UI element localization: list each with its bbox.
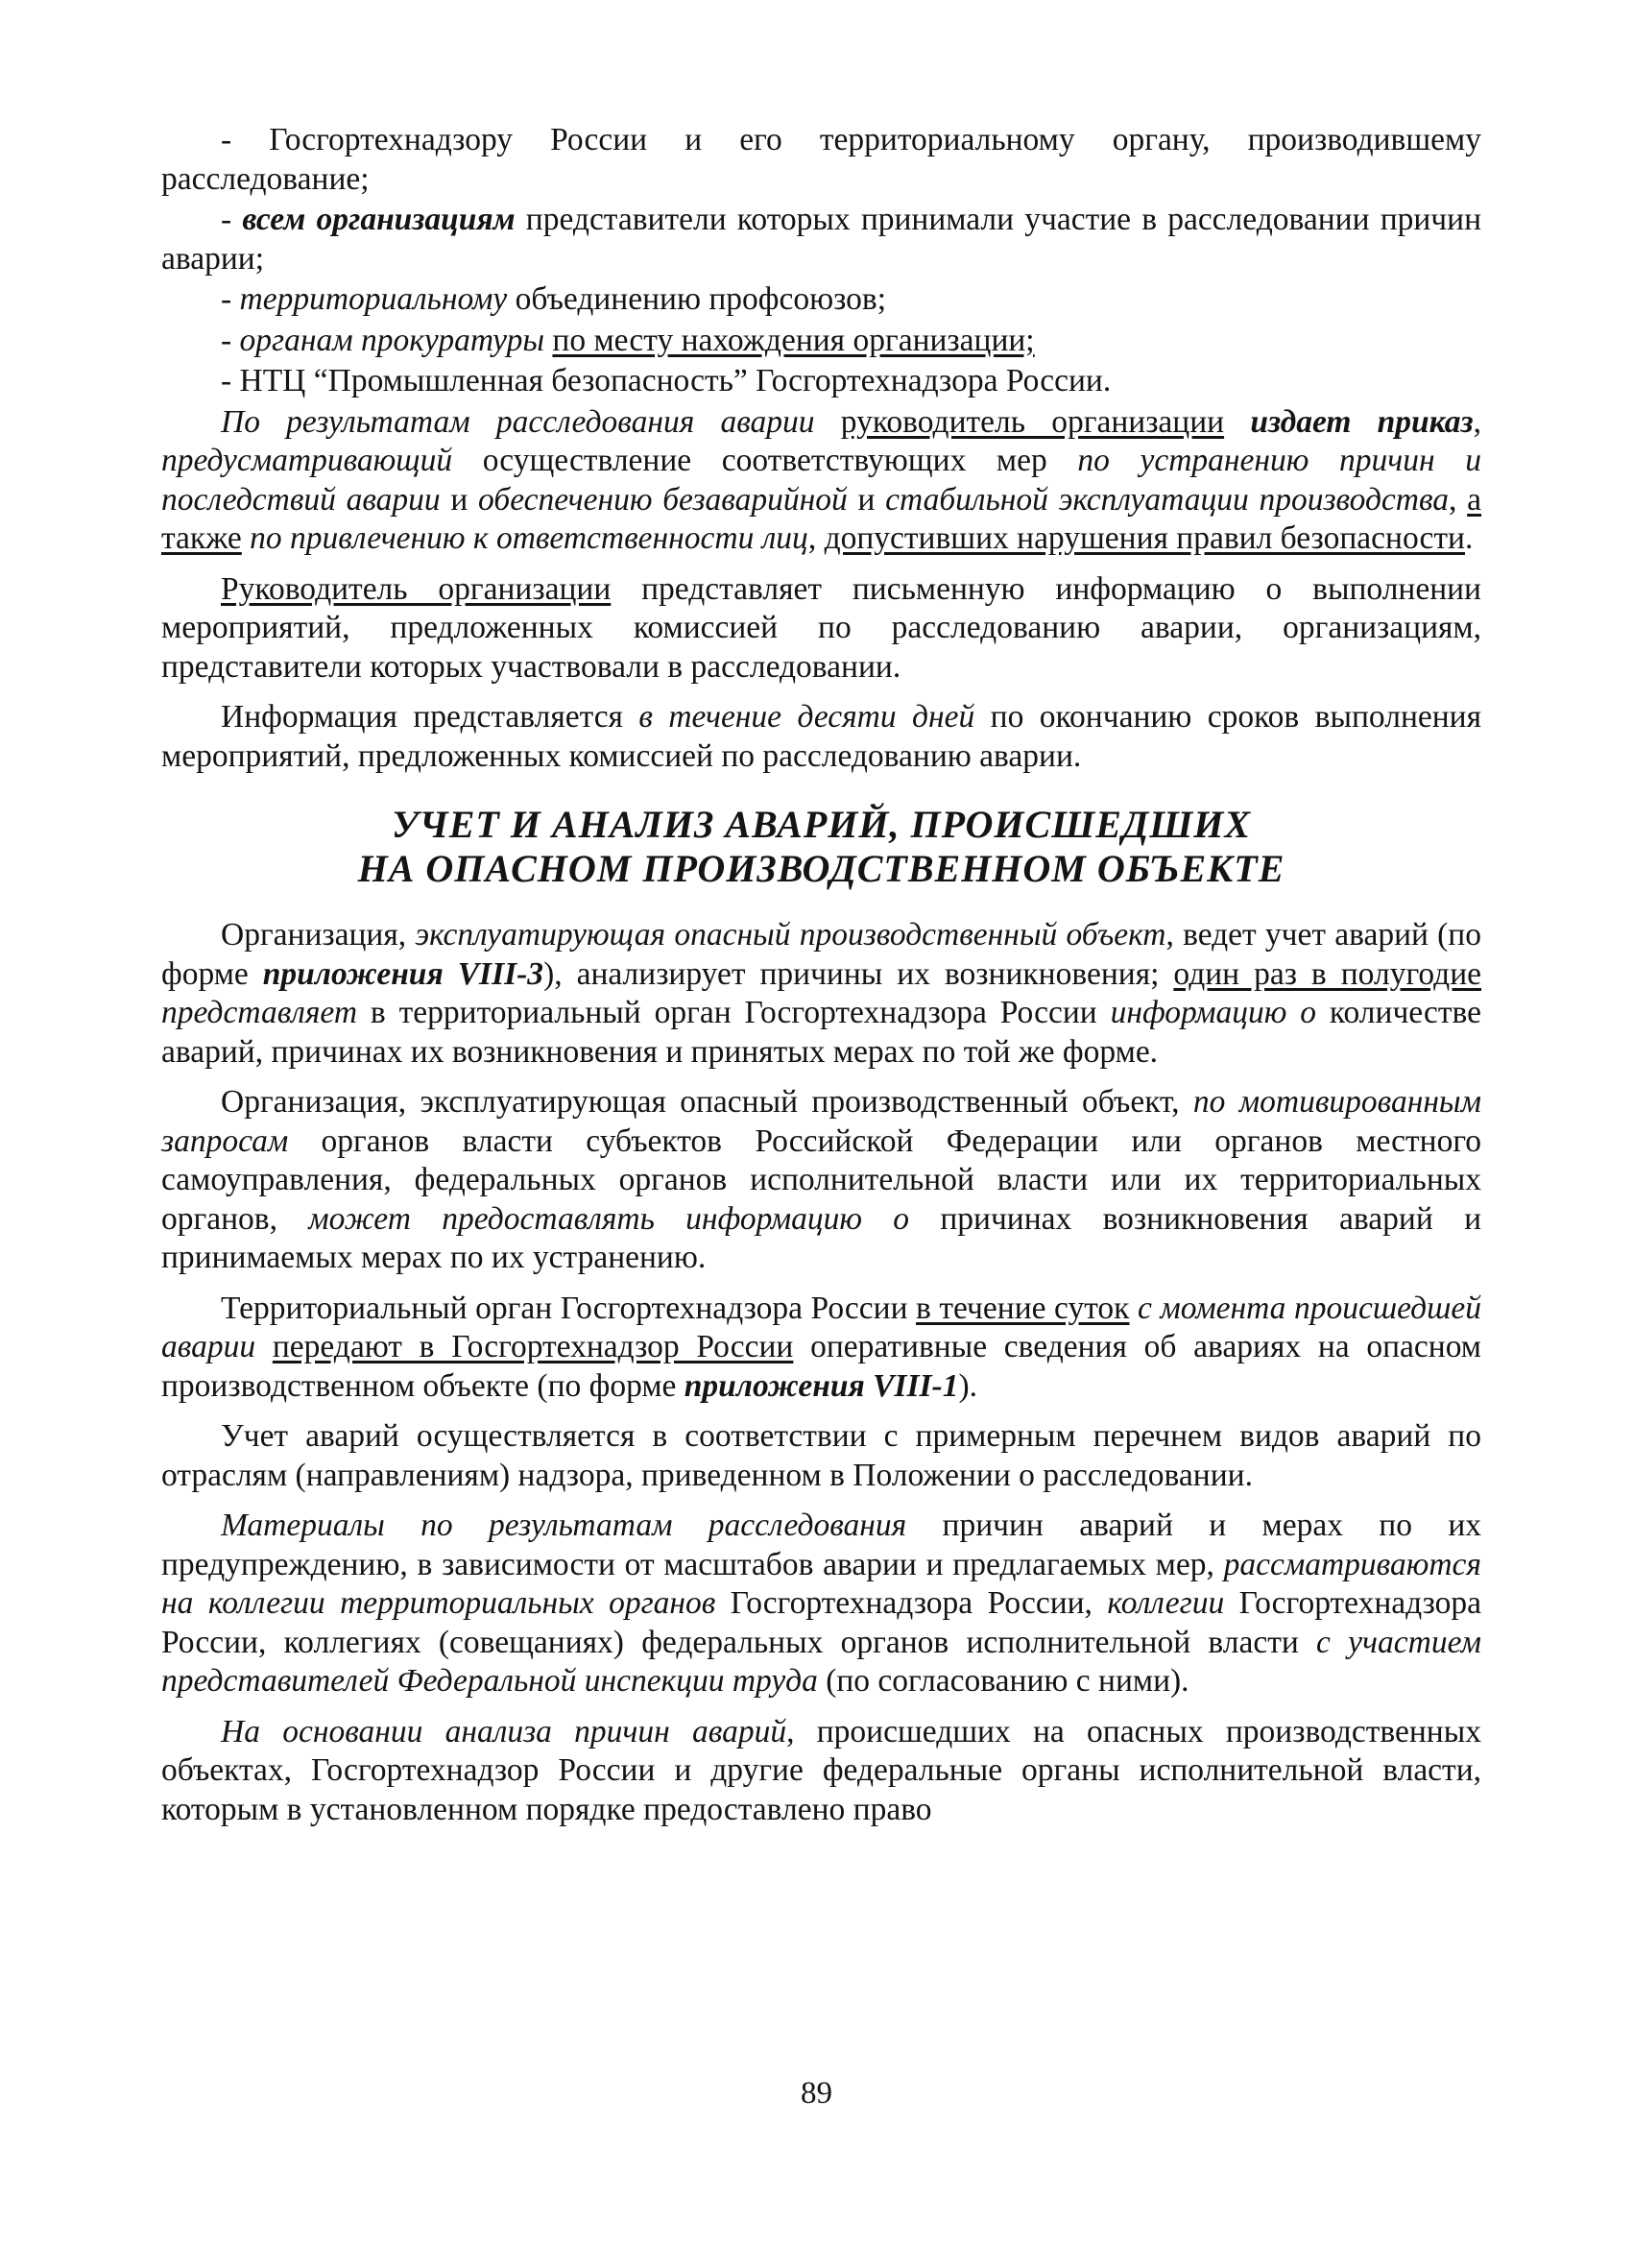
emphasized-text: По результатам расследования аварии [221,403,815,440]
text-run: Госгортехнадзора России, [715,1585,1108,1621]
emphasized-text: с участием представителей Федеральной инспекции труда [161,1624,1481,1699]
emphasized-text: коллегии [1107,1585,1225,1621]
emphasized-text: предусматривающий [161,443,453,478]
text-run: объединению профсоюзов; [507,281,887,317]
text-run: количестве аварий, причинах их возникновения и принятых мерах по той же форме. [161,995,1481,1070]
recipient-item [161,280,1481,320]
underlined-text: по месту нахождения организации; [552,322,1035,358]
text-run: оперативные сведения об авариях на опасном производственном объекте (по форме [161,1329,1482,1404]
emphasized-text: эксплуатирующая опасный производственный объект [415,917,1166,953]
text-run: по окончанию сроков выполнения мероприятий, предложенных комиссией по расследованию аварии. [161,699,1482,774]
section-heading-line-2: НА ОПАСНОМ ПРОИЗВОДСТВЕННОМ ОБЪЕКТЕ [357,847,1285,890]
text-run [1129,1291,1138,1326]
underlined-text: а также [161,481,1482,556]
information-request-paragraph [161,1083,1481,1278]
text-run: и [440,481,479,518]
emphasized-text: издает приказ [1250,403,1474,440]
text-run: - [221,281,240,317]
emphasized-text: обеспечению безаварийной [478,481,848,518]
page-number: 89 [801,2076,832,2111]
text-run: Госгортехнадзора России, коллегиях (совещаниях) федеральных органов исполнительной власти [161,1585,1481,1660]
report-paragraph [161,570,1481,688]
text-run [255,1329,273,1364]
text-run: - Госгортехнадзору России и его территориальному органу, производившему расследование; [161,122,1481,197]
text-run: ), анализирует причины их возникновения; [543,955,1174,992]
classification-paragraph [161,1417,1481,1495]
text-run: Территориальный орган Госгортехнадзора России [221,1290,917,1326]
text-run: , [1473,403,1481,440]
emphasized-text: Материалы по результатам расследования [221,1508,907,1543]
text-run [815,404,841,440]
deadline-paragraph [161,698,1481,776]
text-run: в территориальный орган Госгортехнадзора России [357,995,1111,1030]
emphasized-text: по мотивированным запросам [161,1084,1482,1159]
text-run: Учет аварий осуществляется в соответствии с примерным перечнем видов аварий по отраслям (направлениям) надзора, приведенном в Положении о расследовании. [161,1418,1481,1493]
recipients-list [161,121,1481,401]
text-run: представляет письменную информацию о выполнении мероприятий, предложенных комиссией по расследованию аварии, организациям, представители которых участвовали в расследовании. [161,570,1481,685]
underlined-text: руководитель организации [840,403,1225,440]
emphasized-text: с момента происшедшей аварии [161,1290,1481,1364]
emphasized-text: по привлечению к ответственности лиц [250,520,808,556]
text-run: - НТЦ “Промышленная безопасность” Госгортехнадзора России. [221,363,1112,398]
materials-review-paragraph [161,1507,1481,1701]
text-run: органов власти субъектов Российской Федерации или органов местного самоуправления, федеральных органов исполнительной власти или их территориальных органов, [161,1122,1481,1237]
text-run: причинах возникновения аварий и принимаемых мерах по их устранению. [161,1200,1481,1275]
text-run: , происшедших на опасных производственных объектах, Госгортехнадзор России и другие федеральные органы исполнительной власти, которым в установленном порядке предоставлено право [161,1713,1481,1827]
document-page [161,121,1481,1829]
emphasized-text: рассматриваются на коллегии территориальных органов [161,1546,1481,1621]
text-run: . [1464,520,1474,556]
text-run: Информация представляется [221,699,639,735]
text-run: Организация, эксплуатирующая опасный производственный объект, [221,1084,1193,1120]
emphasized-text: по устранению причин и последствий аварии [161,443,1481,518]
emphasized-text: информацию о [1110,995,1317,1030]
analysis-paragraph [161,1713,1481,1830]
accounting-paragraph [161,916,1481,1072]
recipient-item [161,121,1481,199]
emphasized-text: представляет [161,995,358,1030]
underlined-text: один раз в полугодие [1173,955,1481,992]
emphasized-text: всем организациям [242,202,516,237]
text-run [242,520,250,556]
emphasized-text: стабильной эксплуатации производства [885,481,1450,518]
emphasized-text: органам прокуратуры [239,322,545,358]
text-run: - [221,322,240,358]
text-run: Организация, [221,917,416,953]
recipient-item [161,322,1481,361]
underlined-text: допустивших нарушения правил безопасности [824,520,1465,556]
section-heading-line-1: УЧЕТ И АНАЛИЗ АВАРИЙ, ПРОИСШЕДШИХ [391,803,1252,846]
emphasized-text: приложения VIII-1 [684,1367,959,1404]
underlined-text: Руководитель организации [221,570,612,607]
order-paragraph [161,403,1481,559]
section-heading [161,803,1481,891]
text-run: представители которых принимали участие в расследовании причин аварии; [161,202,1482,277]
emphasized-text: территориальному [239,281,508,317]
emphasized-text: может предоставлять информацию о [308,1200,910,1237]
text-run: причин аварий и мерах по их предупреждению, в зависимости от масштабов аварии и предлагаемых мер, [161,1508,1481,1582]
text-run: - [221,202,243,237]
text-run [1224,404,1250,440]
underlined-text: в течение суток [916,1290,1130,1326]
emphasized-text: На основании анализа причин аварий [221,1713,787,1749]
emphasized-text: в течение десяти дней [638,699,975,735]
text-run: осуществление соответствующих мер [452,443,1078,478]
text-run: и [847,481,886,518]
operational-report-paragraph [161,1290,1481,1407]
text-run: (по согласованию с ними). [817,1663,1189,1699]
text-run: ). [958,1367,977,1404]
underlined-text: передают в Госгортехнадзор России [272,1329,794,1364]
emphasized-text: приложения VIII-3 [262,955,544,992]
recipient-item [161,201,1481,278]
text-run: , [1449,481,1468,518]
text-run: , ведет учет аварий (по форме [161,917,1481,992]
recipient-item [161,362,1481,401]
text-run: , [807,520,825,556]
